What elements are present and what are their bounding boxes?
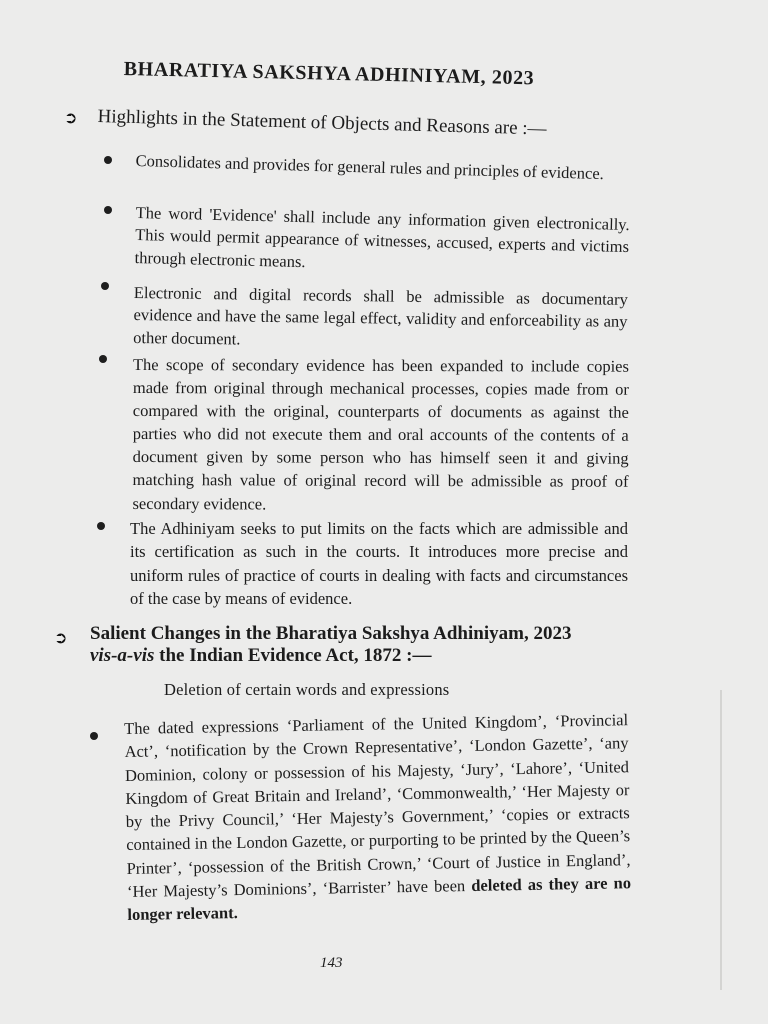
section-arrow-icon: ➲ <box>64 108 78 127</box>
page-number: 143 <box>320 955 343 971</box>
highlight-item-3: Electronic and digital records shall be admissible as documentary evidence and have the same legal effect, validity and enforceability as any other document. <box>133 282 628 349</box>
heading-line-2: the Indian Evidence Act, 1872 :— <box>154 645 432 666</box>
bullet-icon <box>104 156 112 164</box>
bullet-icon <box>101 282 109 290</box>
bullet-icon <box>97 522 105 530</box>
subheading-deletion: Deletion of certain words and expressions <box>164 680 450 699</box>
highlight-item-2: The word 'Evidence' shall include any information given electronically. This would permit appearance of witnesses, accused, experts and victims through electronic means. <box>134 202 630 271</box>
bullet-icon <box>90 732 98 740</box>
page-title: BHARATIYA SAKSHYA ADHINIYAM, 2023 <box>123 58 535 90</box>
highlight-item-1: Consolidates and provides for general rules and principles of evidence. <box>135 150 605 184</box>
section-arrow-icon: ➲ <box>54 628 68 647</box>
bullet-icon <box>104 206 112 214</box>
heading-line-1: Salient Changes in the Bharatiya Sakshya Adhiniyam, 2023 <box>90 623 572 644</box>
deletion-item-text: The dated expressions ‘Parliament of the United Kingdom’, ‘Provincial Act’, ‘notification by the Crown Representative’, ‘London Gazette’, ‘any Dominion, colony or possession of his Majesty, ‘Jury’, ‘Lahore’, ‘United Kingdom of Great Britain and Ireland’, ‘Commonwealth,’ ‘Her Majesty or by the Privy Council,’ ‘Her Majesty’s Government,’ ‘copies or extracts contained in the London Gazette, or purporting to be printed by the Queen’s Printer’, ‘possession of the British Crown,’ ‘Court of Justice in England’, ‘Her Majesty’s Dominions’, ‘Barrister’ have been <box>124 710 631 902</box>
section-heading-salient-changes <box>90 623 650 667</box>
highlight-item-5: The Adhiniyam seeks to put limits on the facts which are admissible and its certification as such in the courts. It introduces more precise and uniform rules of practice of courts in dealing with facts and circumstances of the case by means of evidence. <box>130 519 628 609</box>
page-edge-shadow <box>720 690 722 990</box>
bullet-icon <box>99 355 107 363</box>
deletion-item-bold-tail: deleted as they are no longer relevant. <box>127 873 632 925</box>
section-heading-highlights: Highlights in the Statement of Objects and Reasons are :— <box>97 106 547 140</box>
deletion-item <box>124 708 632 926</box>
highlight-item-4: The scope of secondary evidence has been expanded to include copies made from original through mechanical processes, copies made from or compared with the original, counterparts of documents as against the parties who did not execute them and oral accounts of the contents of a document given by some person who has himself seen it and giving matching hash value of original record will be admissible as proof of secondary evidence. <box>132 355 629 514</box>
heading-vis-a-vis: vis-a-vis <box>90 645 155 666</box>
